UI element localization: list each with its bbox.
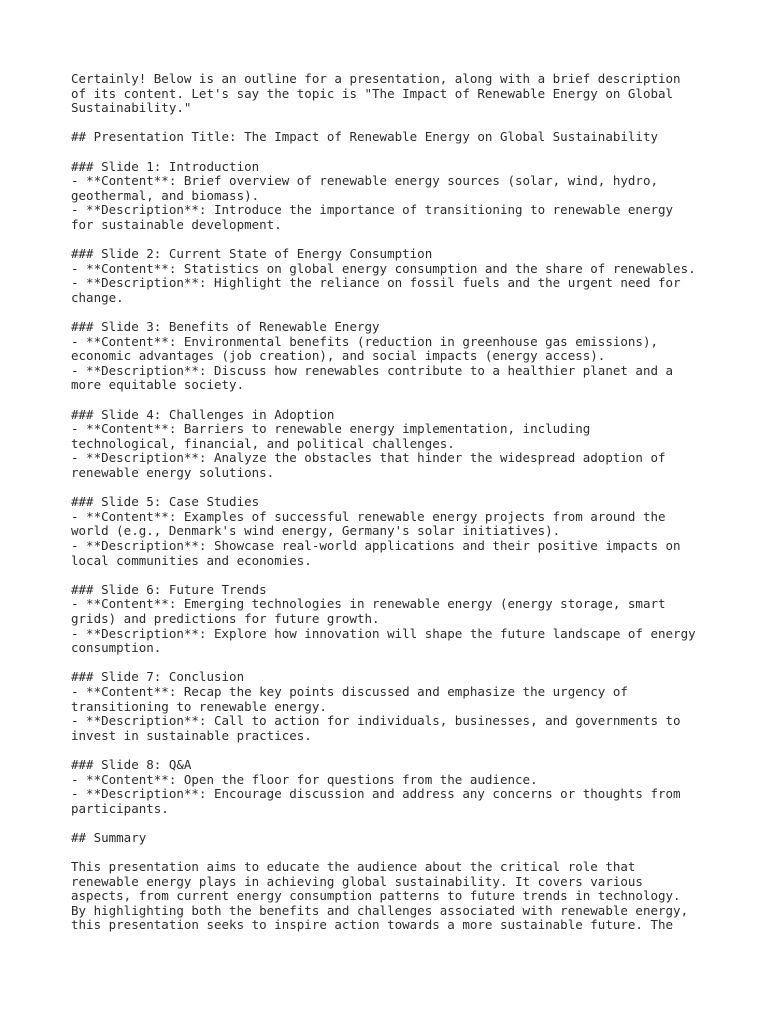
text-line: - **Description**: Highlight the reliance on fossil fuels and the urgent need for <box>71 275 681 291</box>
heading-line: ### Slide 7: Conclusion <box>71 669 245 685</box>
text-line: renewable energy solutions. <box>71 465 275 481</box>
blank-line <box>71 816 761 831</box>
heading-line: ## Presentation Title: The Impact of Renewable Energy on Global Sustainability <box>71 129 658 145</box>
text-line: - **Description**: Analyze the obstacles that hinder the widespread adoption of <box>71 450 666 466</box>
text-line: - **Content**: Open the floor for questions from the audience. <box>71 771 538 787</box>
heading-line: ### Slide 4: Challenges in Adoption <box>71 406 335 422</box>
text-line: - **Content**: Statistics on global energy consumption and the share of renewables. <box>71 260 696 276</box>
heading-line: ### Slide 6: Future Trends <box>71 581 267 597</box>
text-line: - **Content**: Environmental benefits (reduction in greenhouse gas emissions), <box>71 333 658 349</box>
text-line: By highlighting both the benefits and challenges associated with renewable energy, <box>71 902 689 918</box>
blank-line <box>71 568 761 583</box>
text-line: Certainly! Below is an outline for a presentation, along with a brief description <box>71 71 681 86</box>
text-line: world (e.g., Denmark's wind energy, Germany's solar initiatives). <box>71 523 561 539</box>
text-line: - **Description**: Encourage discussion and address any concerns or thoughts from <box>71 786 681 802</box>
text-line: economic advantages (job creation), and social impacts (energy access). <box>71 348 606 364</box>
text-line: - **Content**: Examples of successful renewable energy projects from around the <box>71 508 666 524</box>
blank-line <box>71 481 761 496</box>
text-line: - **Description**: Explore how innovation will shape the future landscape of energy <box>71 625 696 641</box>
heading-line: ### Slide 3: Benefits of Renewable Energy <box>71 319 380 335</box>
document-body <box>71 72 761 933</box>
heading-line: ## Summary <box>71 829 147 845</box>
text-line: - **Description**: Discuss how renewables contribute to a healthier planet and a <box>71 362 674 378</box>
blank-line <box>71 393 761 408</box>
text-line: geothermal, and biomass). <box>71 187 260 203</box>
blank-line <box>71 656 761 671</box>
text-line: local communities and economies. <box>71 552 312 568</box>
text-line: invest in sustainable practices. <box>71 727 312 743</box>
text-line: participants. <box>71 800 169 816</box>
text-line: for sustainable development. <box>71 216 282 232</box>
blank-line <box>71 233 761 248</box>
blank-line <box>71 116 761 131</box>
text-line: - **Content**: Brief overview of renewable energy sources (solar, wind, hydro, <box>71 173 658 189</box>
text-line: - **Description**: Call to action for individuals, businesses, and governments to <box>71 713 681 729</box>
text-line: more equitable society. <box>71 377 245 393</box>
blank-line <box>71 306 761 321</box>
heading-line: ### Slide 8: Q&A <box>71 756 192 772</box>
heading-line: ### Slide 1: Introduction <box>71 158 260 174</box>
text-line: renewable energy plays in achieving global sustainability. It covers various <box>71 873 643 889</box>
text-line: grids) and predictions for future growth. <box>71 610 380 626</box>
heading-line: ### Slide 5: Case Studies <box>71 494 260 510</box>
text-line: technological, financial, and political challenges. <box>71 435 455 451</box>
text-line: Sustainability." <box>71 100 192 116</box>
text-line: change. <box>71 289 124 305</box>
text-line: this presentation seeks to inspire action towards a more sustainable future. The <box>71 917 674 933</box>
text-line: consumption. <box>71 640 162 656</box>
text-line: - **Content**: Recap the key points discussed and emphasize the urgency of <box>71 683 628 699</box>
text-line: - **Content**: Emerging technologies in renewable energy (energy storage, smart <box>71 596 666 612</box>
heading-line: ### Slide 2: Current State of Energy Consumption <box>71 246 433 262</box>
blank-line <box>71 145 761 160</box>
text-line: This presentation aims to educate the audience about the critical role that <box>71 859 636 875</box>
blank-line <box>71 743 761 758</box>
blank-line <box>71 845 761 860</box>
text-line: of its content. Let's say the topic is "The Impact of Renewable Energy on Global <box>71 85 674 101</box>
text-line: - **Content**: Barriers to renewable energy implementation, including <box>71 421 591 437</box>
text-line: - **Description**: Introduce the importance of transitioning to renewable energy <box>71 202 674 218</box>
text-line: transitioning to renewable energy. <box>71 698 327 714</box>
text-line: - **Description**: Showcase real-world applications and their positive impacts on <box>71 538 681 553</box>
text-line: aspects, from current energy consumption patterns to future trends in technology. <box>71 888 681 904</box>
